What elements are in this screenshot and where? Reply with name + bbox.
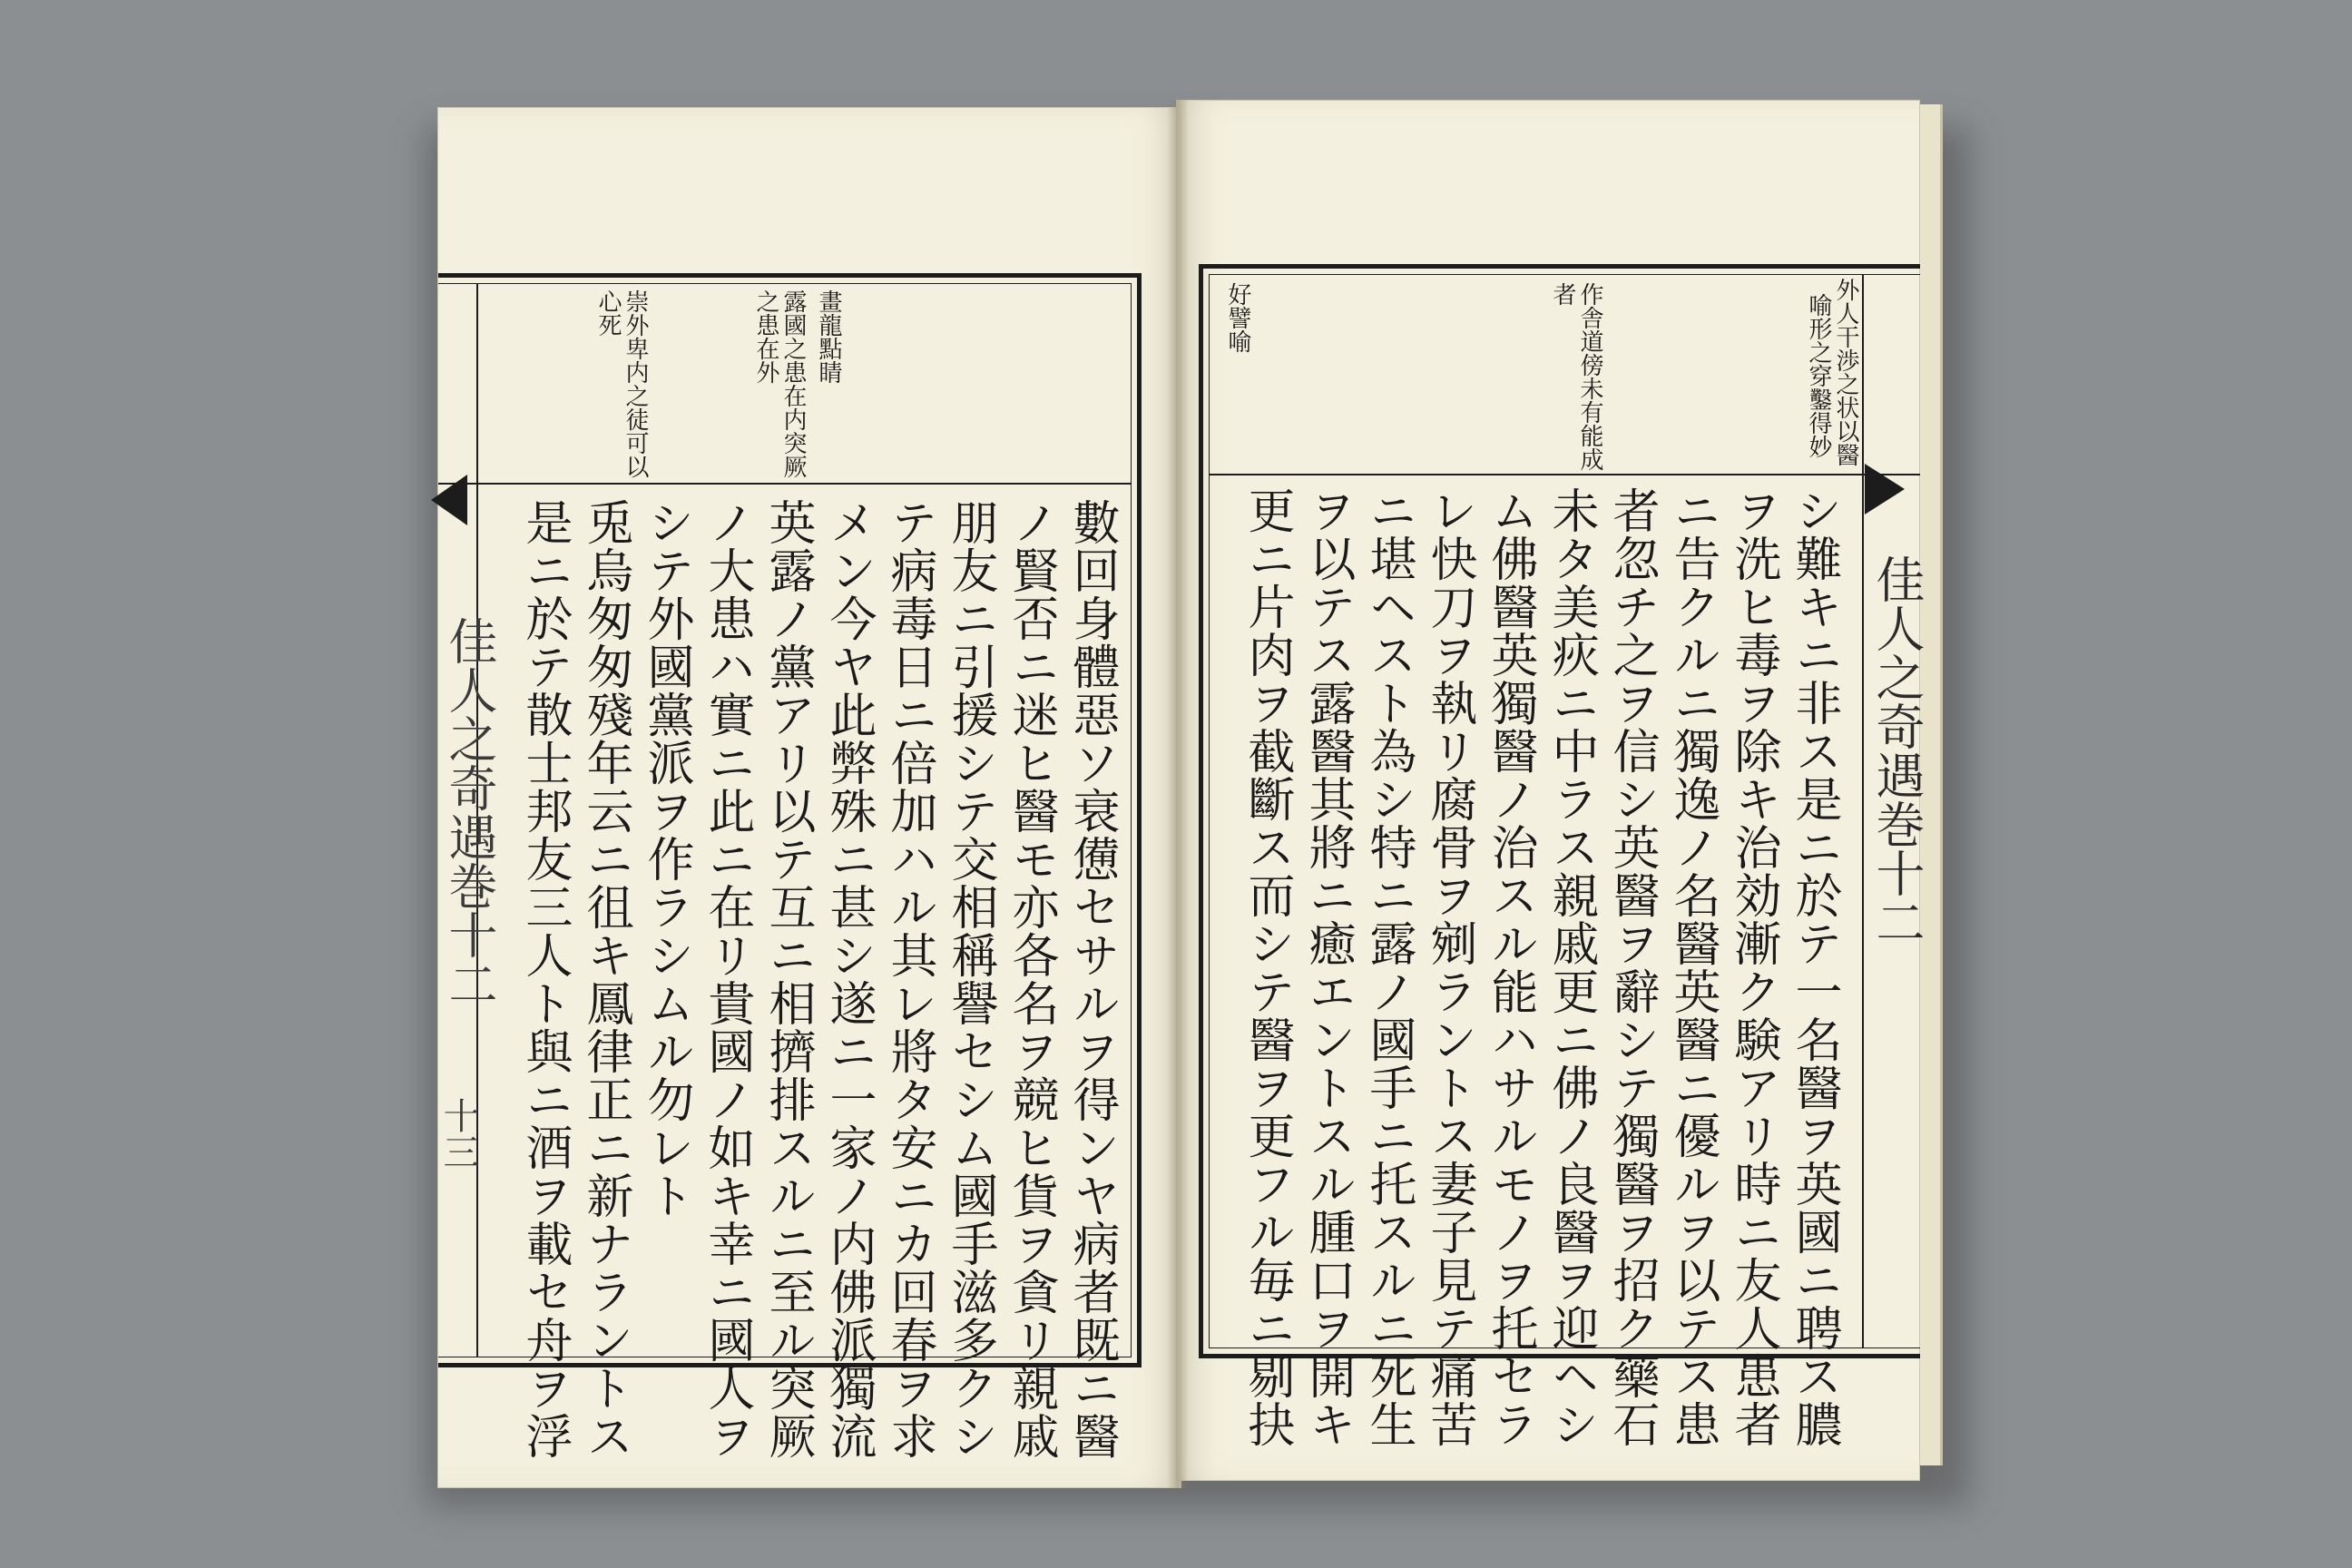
text-column: シテ外國黨派ヲ作ラシムル勿レト: [639, 498, 693, 1220]
text-column: ム佛醫英獨醫ノ治スル能ハサルモノヲ托セラ: [1483, 486, 1537, 1448]
headnote: 好譬喻: [1224, 282, 1251, 353]
headnote: 露國之患在内突厥: [779, 289, 807, 478]
headnote: 崇外卑内之徒可以: [622, 289, 649, 478]
page-number: 十三: [437, 1097, 479, 1170]
fishtail-mark: [1865, 464, 1905, 514]
headnote: 喻形之穿鑿得妙: [1805, 293, 1832, 458]
right-page: [1176, 100, 1926, 1481]
text-column: ニ堪ヘスト為シ特ニ露ノ國手ニ托スルニ死生: [1361, 486, 1416, 1448]
text-column: テ病毒日ニ倍加ハル其レ將タ安ニカ回春ヲ求: [882, 498, 936, 1460]
text-column: 是ニ於テ散士邦友三人ト與ニ酒ヲ載セ舟ヲ浮: [517, 498, 572, 1460]
text-column: ノ賢否ニ迷ヒ醫モ亦各名ヲ競ヒ貨ヲ貪リ親戚: [1004, 498, 1058, 1460]
text-column: シ難キニ非ス是ニ於テ一名醫ヲ英國ニ聘ス膿: [1787, 486, 1841, 1448]
book-gutter: [1167, 100, 1189, 1488]
headnote: 外人干渉之状以醫: [1832, 278, 1859, 466]
text-column: 數回身體惡ソ衰憊セサルヲ得ンヤ病者既ニ醫: [1064, 498, 1119, 1460]
text-column: 更ニ片肉ヲ截斷ス而シテ醫ヲ更フル毎ニ剔抉: [1240, 486, 1294, 1448]
text-column: ヲ以テス露醫其將ニ癒エントスル腫口ヲ開キ: [1300, 486, 1355, 1448]
left-page: [437, 107, 1181, 1488]
running-title: 佳人之奇遇巻十二: [441, 616, 498, 1008]
headnote: 心死: [594, 289, 622, 337]
headnote: 作舎道傍未有能成: [1576, 282, 1603, 471]
running-title: 佳人之奇遇巻十二: [1868, 554, 1926, 946]
headnote: 之患在外: [752, 289, 779, 384]
fishtail-mark: [431, 475, 467, 525]
headnote: 畫龍點睛: [815, 289, 842, 384]
text-column: ヲ洗ヒ毒ヲ除キ治効漸ク験アリ時ニ友人患者: [1726, 486, 1780, 1448]
text-column: 者忽チ之ヲ信シ英醫ヲ辭シテ獨醫ヲ招ク藥石: [1604, 486, 1659, 1448]
text-column: 未タ美疢ニ中ラス親戚更ニ佛ノ良醫ヲ迎ヘシ: [1544, 486, 1598, 1448]
text-column: ノ大患ハ實ニ此ニ在リ貴國ノ如キ幸ニ國人ヲ: [700, 498, 754, 1460]
text-column: ニ告クルニ獨逸ノ名醫英醫ニ優ルヲ以テス患: [1665, 486, 1720, 1448]
text-column: 英露ノ黨アリ以テ互ニ相擠排スルニ至ル突厥: [760, 498, 815, 1460]
text-column: 朋友ニ引援シテ交相稱譽セシム國手滋多クシ: [943, 498, 997, 1460]
text-column: 兎烏匆匆殘年云ニ徂キ鳳律正ニ新ナラントス: [578, 498, 632, 1460]
headnote: 者: [1549, 282, 1576, 306]
text-column: メン今ヤ此弊殊ニ甚シ遂ニ一家ノ内佛派獨流: [821, 498, 876, 1460]
text-column: レ快刀ヲ執リ腐骨ヲ剜ラントス妻子見テ痛苦: [1422, 486, 1476, 1448]
